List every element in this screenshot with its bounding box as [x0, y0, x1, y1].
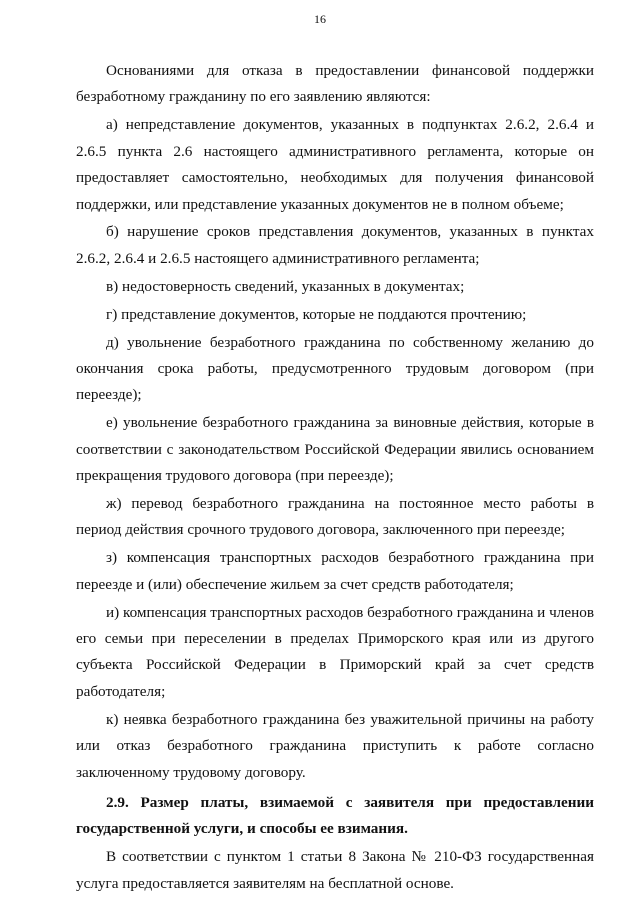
closing-paragraph: В соответствии с пунктом 1 статьи 8 Закона № 210-ФЗ государственная услуга предоставляется заявителям на бесплатной основе.: [76, 848, 594, 892]
paragraph-intro: Основаниями для отказа в предоставлении финансовой поддержки безработному гражданину по его заявлению являются:: [76, 62, 594, 106]
list-item-d: д) увольнение безработного гражданина по собственному желанию до окончания срока работы, предусмотренного трудовым договором (при переезде);: [76, 333, 594, 404]
list-item-zh: ж) перевод безработного гражданина на постоянное место работы в период действия срочного трудового договора, заключенного при переезде;: [76, 495, 594, 539]
document-body: [76, 58, 594, 897]
list-item-z: з) компенсация транспортных расходов безработного гражданина при переезде и (или) обеспечение жильем за счет средств работодателя;: [76, 549, 594, 593]
list-item-i: и) компенсация транспортных расходов безработного гражданина и членов его семьи при переселении в пределах Приморского края или из другого субъекта Российской Федерации в Приморский край за счет средств работодателя;: [76, 603, 594, 700]
section-heading: 2.9. Размер платы, взимаемой с заявителя при предоставлении государственной услуги, и способы ее взимания.: [76, 793, 594, 838]
list-item-b: б) нарушение сроков представления документов, указанных в пунктах 2.6.2, 2.6.4 и 2.6.5 настоящего административного регламента;: [76, 223, 594, 267]
page-number: 16: [314, 12, 326, 26]
list-item-a: а) непредставление документов, указанных в подпунктах 2.6.2, 2.6.4 и 2.6.5 пункта 2.6 настоящего административного регламента, которые он предоставляет самостоятельно, необходимых для получения финансовой поддержки, или представление указанных документов не в полном объеме;: [76, 116, 594, 213]
list-item-g: г) представление документов, которые не поддаются прочтению;: [106, 305, 527, 323]
list-item-e: е) увольнение безработного гражданина за виновные действия, которые в соответствии с законодательством Российской Федерации явились основанием прекращения трудового договора (при переезде);: [76, 414, 594, 485]
list-item-v: в) недостоверность сведений, указанных в документах;: [106, 277, 465, 295]
list-item-k: к) неявка безработного гражданина без уважительной причины на работу или отказ безработного гражданина приступить к работе согласно заключенному трудовому договору.: [76, 710, 594, 781]
